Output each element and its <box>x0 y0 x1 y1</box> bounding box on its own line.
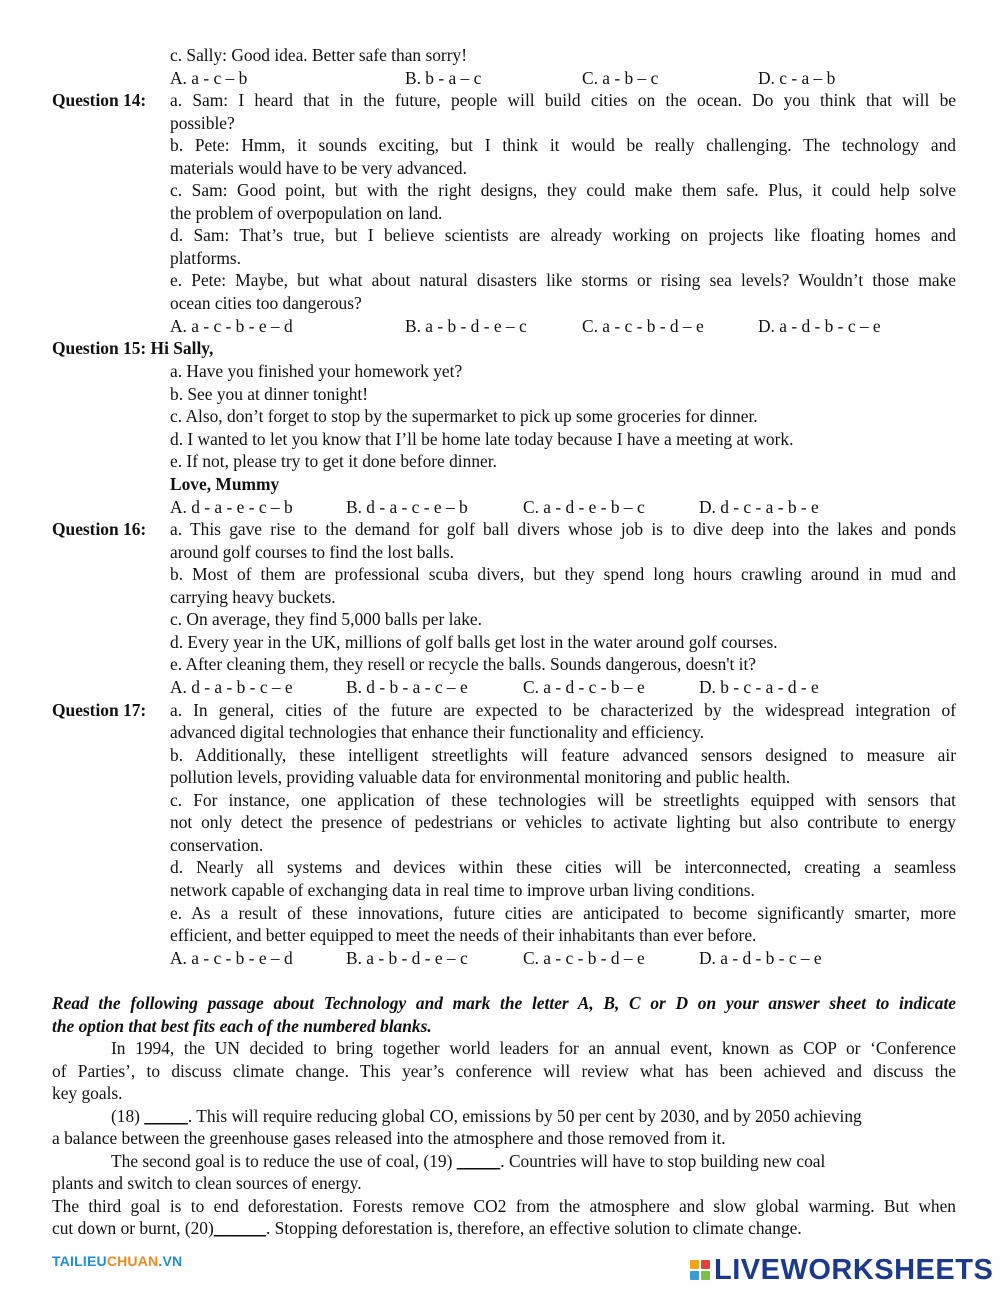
q17-line: not only detect the presence of pedestrians or vehicles to activate lighting but also contribute to energy <box>170 812 956 832</box>
q14-line: materials would have to be very advanced. <box>170 158 467 178</box>
q17-option-d: D. a - d - b - c – e <box>699 948 822 968</box>
question-17-label: Question 17: <box>52 700 147 720</box>
q14-line: ocean cities too dangerous? <box>170 293 362 313</box>
blank-19[interactable]: _____ <box>456 1151 501 1171</box>
q17-line: advanced digital technologies that enhance their functionality and efficiency. <box>170 722 705 742</box>
q15-line: c. Also, don’t forget to stop by the supermarket to pick up some groceries for dinner. <box>170 406 758 426</box>
q14-line: c. Sam: Good point, but with the right designs, they could make them safe. Plus, it could help solve <box>170 180 956 200</box>
q14-line: a. Sam: I heard that in the future, people will build cities on the ocean. Do you think that will be <box>170 90 956 110</box>
q17-line: b. Additionally, these intelligent streetlights will feature advanced sensors designed to measure air <box>170 745 956 765</box>
liveworksheets-grid-icon <box>690 1260 710 1280</box>
q13-option-a: A. a - c – b <box>170 68 248 88</box>
passage-paragraph-1: In 1994, the UN decided to bring together world leaders for an annual event, known as COP or ‘Conference <box>111 1038 956 1058</box>
q15-signoff: Love, Mummy <box>170 474 280 494</box>
q17-option-a: A. a - c - b - e – d <box>170 948 293 968</box>
q15-option-c: C. a - d - e - b – c <box>523 497 645 517</box>
q15-option-d: D. d - c - a - b - e <box>699 497 819 517</box>
passage-paragraph-1: of Parties’, to discuss climate change. This year’s conference will review what has been achieved and discuss the <box>52 1061 956 1081</box>
q16-line: c. On average, they find 5,000 balls per lake. <box>170 609 482 629</box>
q14-line: possible? <box>170 113 235 133</box>
q14-option-b: B. a - b - d - e – c <box>405 316 527 336</box>
q14-line: platforms. <box>170 248 241 268</box>
passage-instruction: Read the following passage about Technology and mark the letter A, B, C or D on your answer sheet to indicate <box>52 993 956 1013</box>
q15-line: a. Have you finished your homework yet? <box>170 361 463 381</box>
q15-line: e. If not, please try to get it done before dinner. <box>170 451 497 471</box>
liveworksheets-wordmark: LIVEWORKSHEETS <box>714 1253 994 1286</box>
passage-paragraph-3: The second goal is to reduce the use of coal, (19) _____. Countries will have to stop building new coal <box>111 1151 826 1171</box>
question-15-label: Question 15: Hi Sally, <box>52 338 214 358</box>
question-16-label: Question 16: <box>52 519 147 539</box>
blank-20[interactable]: ______ <box>213 1218 266 1238</box>
q15-option-a: A. d - a - e - c – b <box>170 497 293 517</box>
q15-line: b. See you at dinner tonight! <box>170 384 369 404</box>
q16-line: d. Every year in the UK, millions of golf balls get lost in the water around golf courses. <box>170 632 778 652</box>
q14-line: d. Sam: That’s true, but I believe scientists are already working on projects like floating homes and <box>170 225 956 245</box>
passage-paragraph-2: a balance between the greenhouse gases released into the atmosphere and those removed from it. <box>52 1128 726 1148</box>
q17-line: e. As a result of these innovations, future cities are anticipated to become significantly smarter, more <box>170 903 956 923</box>
q17-line: efficient, and better equipped to meet the needs of their inhabitants than ever before. <box>170 925 757 945</box>
q16-option-a: A. d - a - b - c – e <box>170 677 293 697</box>
q17-line: d. Nearly all systems and devices within these cities will be interconnected, creating a seamless <box>170 857 956 877</box>
q17-option-b: B. a - b - d - e – c <box>346 948 468 968</box>
q14-option-d: D. a - d - b - c – e <box>758 316 881 336</box>
q16-line: e. After cleaning them, they resell or recycle the balls. Sounds dangerous, doesn't it? <box>170 654 757 674</box>
q17-line: c. For instance, one application of these technologies will be streetlights equipped with sensors that <box>170 790 956 810</box>
blank-18-number: (18) <box>111 1106 145 1126</box>
tailieuchuan-logo: TAILIEUCHUAN.VN <box>52 1253 183 1269</box>
q13-option-b: B. b - a – c <box>405 68 482 88</box>
blank-18[interactable]: _____ <box>144 1106 188 1126</box>
q15-option-b: B. d - a - c - e – b <box>346 497 468 517</box>
question-14-label: Question 14: <box>52 90 147 110</box>
q14-option-a: A. a - c - b - e – d <box>170 316 293 336</box>
q13-option-d: D. c - a – b <box>758 68 836 88</box>
q17-line: pollution levels, providing valuable data for environmental monitoring and public health. <box>170 767 791 787</box>
q14-line: e. Pete: Maybe, but what about natural disasters like storms or rising sea levels? Wouldn’t those make <box>170 270 956 290</box>
liveworksheets-logo <box>690 1253 993 1287</box>
q16-line: carrying heavy buckets. <box>170 587 336 607</box>
q17-line: a. In general, cities of the future are expected to be characterized by the widespread integration of <box>170 700 956 720</box>
passage-instruction: the option that best fits each of the numbered blanks. <box>52 1016 432 1036</box>
q13-line-c: c. Sally: Good idea. Better safe than sorry! <box>170 45 467 65</box>
passage-paragraph-2: (18) _____. This will require reducing global CO, emissions by 50 per cent by 2030, and by 2050 achieving <box>111 1106 862 1126</box>
q16-option-b: B. d - b - a - c – e <box>346 677 468 697</box>
q17-option-c: C. a - c - b - d – e <box>523 948 645 968</box>
passage-paragraph-4: The third goal is to end deforestation. Forests remove CO2 from the atmosphere and slow global warming. But when <box>52 1196 956 1216</box>
passage-paragraph-3: plants and switch to clean sources of energy. <box>52 1173 362 1193</box>
q14-line: b. Pete: Hmm, it sounds exciting, but I think it would be really challenging. The technology and <box>170 135 956 155</box>
q16-line: around golf courses to find the lost balls. <box>170 542 454 562</box>
q16-line: a. This gave rise to the demand for golf ball divers whose job is to dive deep into the lakes and ponds <box>170 519 956 539</box>
q14-line: the problem of overpopulation on land. <box>170 203 443 223</box>
q17-line: network capable of exchanging data in real time to improve urban living conditions. <box>170 880 755 900</box>
q16-option-c: C. a - d - c - b – e <box>523 677 645 697</box>
q17-line: conservation. <box>170 835 264 855</box>
q16-option-d: D. b - c - a - d - e <box>699 677 819 697</box>
q16-line: b. Most of them are professional scuba divers, but they spend long hours crawling around in mud and <box>170 564 956 584</box>
q14-option-c: C. a - c - b - d – e <box>582 316 704 336</box>
q13-option-c: C. a - b – c <box>582 68 659 88</box>
passage-paragraph-1: key goals. <box>52 1083 123 1103</box>
passage-paragraph-4: cut down or burnt, (20)______. Stopping deforestation is, therefore, an effective solution to climate change. <box>52 1218 802 1238</box>
q15-line: d. I wanted to let you know that I’ll be home late today because I have a meeting at work. <box>170 429 794 449</box>
